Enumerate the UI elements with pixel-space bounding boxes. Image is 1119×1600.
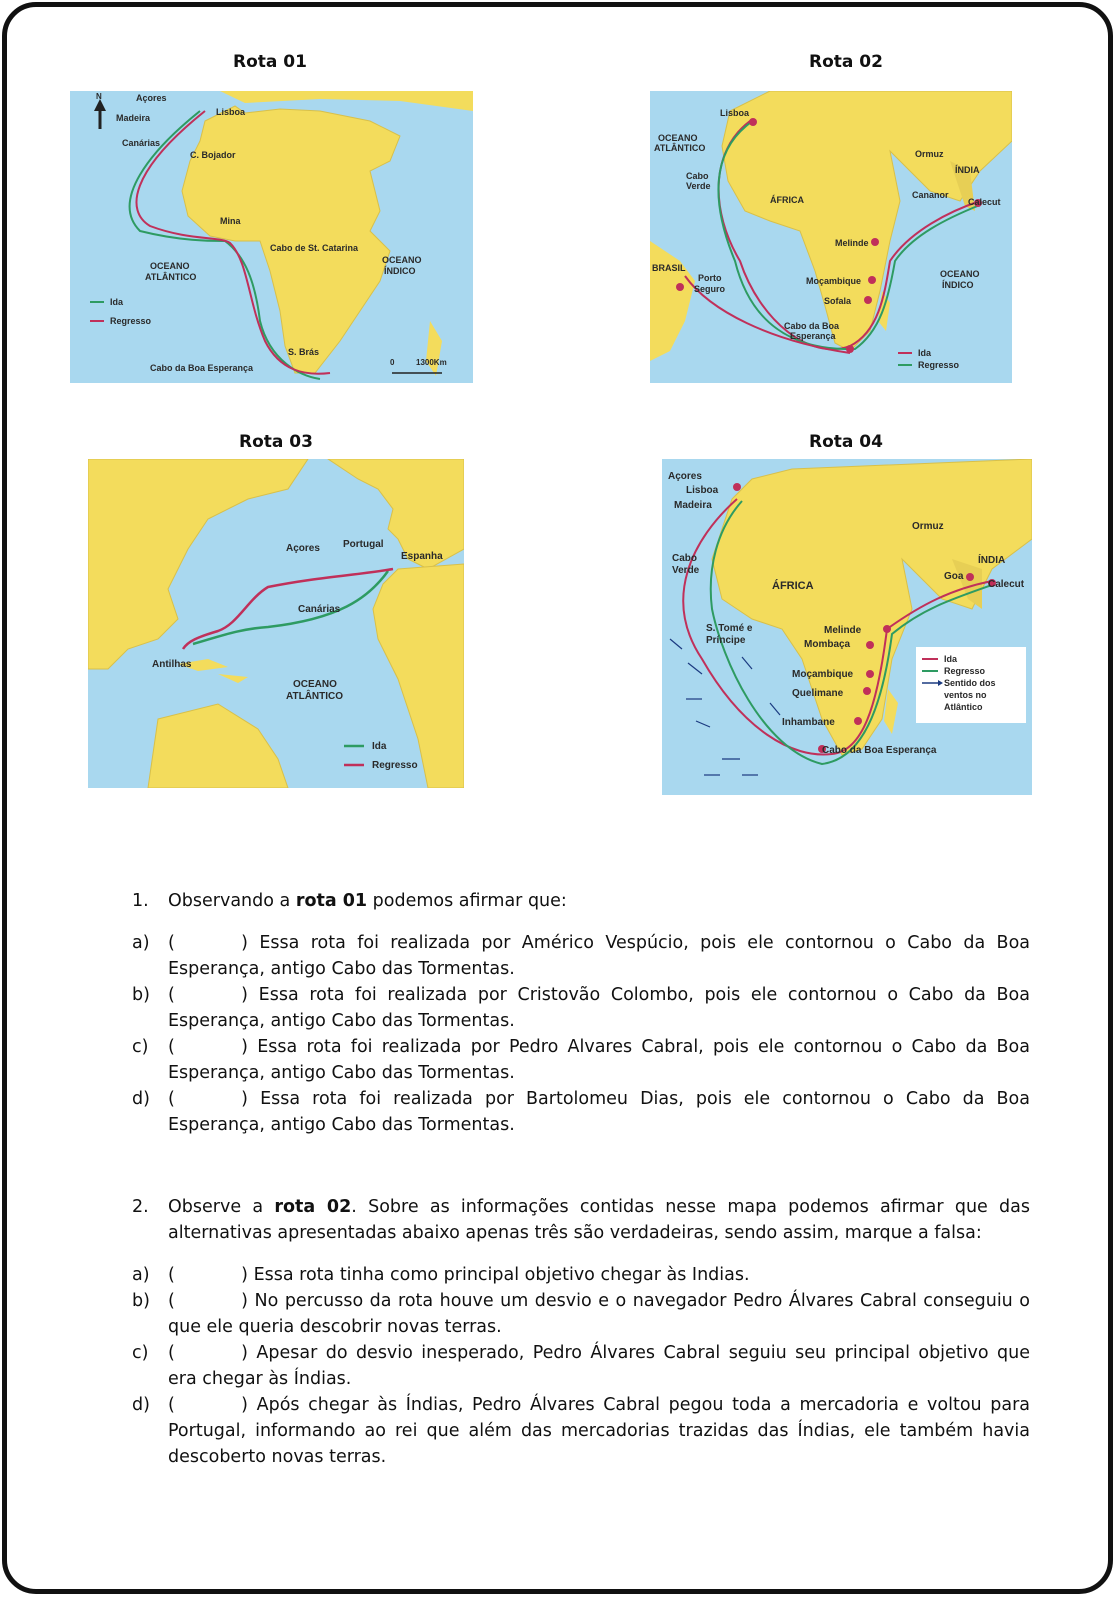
svg-text:Verde: Verde [686,181,711,191]
svg-text:Açores: Açores [668,471,702,482]
svg-text:OCEANO: OCEANO [293,679,337,690]
question-number: 1. [132,891,149,911]
svg-text:Seguro: Seguro [694,284,726,294]
svg-text:Regresso: Regresso [372,760,418,771]
svg-text:Regresso: Regresso [918,360,960,370]
svg-text:Quelimane: Quelimane [792,688,844,699]
svg-text:Calecut: Calecut [988,579,1025,590]
svg-text:Inhambane: Inhambane [782,717,835,728]
answer-blank[interactable] [168,930,248,956]
svg-text:Mina: Mina [220,216,241,226]
question-text: Observando a rota 01 podemos afirmar que: [168,891,567,911]
svg-text:1300Km: 1300Km [416,358,447,367]
map-rota-02 [650,91,1012,383]
svg-text:Ormuz: Ormuz [915,149,944,159]
map-title-rota-01: Rota 01 [233,52,307,72]
answer-blank[interactable] [168,982,248,1008]
svg-text:Canárias: Canárias [298,604,341,615]
svg-text:BRASIL: BRASIL [652,263,686,273]
svg-text:OCEANO: OCEANO [940,269,980,279]
map-rota-01-drawing [70,91,473,383]
svg-text:Cabo: Cabo [686,171,709,181]
svg-text:Mombaça: Mombaça [804,639,851,650]
svg-text:ATLÂNTICO: ATLÂNTICO [654,143,706,153]
svg-text:Cananor: Cananor [912,190,949,200]
svg-text:OCEANO: OCEANO [658,133,698,143]
svg-text:Goa: Goa [944,571,964,582]
svg-text:ÍNDICO: ÍNDICO [384,266,416,276]
question-2 [120,1194,1030,1246]
option-2d[interactable]: d) ( ) Após chegar às Índias, Pedro Álvares Cabral pegou toda a mercadoria e voltou para Portugal, informando ao rei que além das mercadorias trazidas das Índias, ele também havia descoberto novas terras. [120,1392,1030,1470]
svg-text:ATLÂNTICO: ATLÂNTICO [145,272,197,282]
svg-text:Ida: Ida [918,348,932,358]
map-rota-03 [88,459,464,788]
question-number: 2. [132,1197,149,1217]
svg-text:Ormuz: Ormuz [912,521,944,532]
svg-text:Calecut: Calecut [968,197,1001,207]
map-rota-01 [70,91,473,383]
svg-text:C. Bojador: C. Bojador [190,150,236,160]
svg-text:ÍNDIA: ÍNDIA [978,555,1006,566]
map-rota-02-drawing [650,91,1012,383]
map-rota-03-drawing [88,459,464,788]
question-text: Observe a rota 02. Sobre as informações contidas nesse mapa podemos afirmar que das alternativas apresentadas abaixo apenas três são verdadeiras, sendo assim, marque a falsa: [168,1197,1031,1243]
answer-blank[interactable] [168,1288,248,1314]
svg-text:Portugal: Portugal [343,539,384,550]
svg-text:ÁFRICA: ÁFRICA [772,580,814,592]
answer-blank[interactable] [168,1340,248,1366]
option-2c[interactable]: c) ( ) Apesar do desvio inesperado, Pedro Álvares Cabral seguiu seu principal objetivo que era chegar às Índias. [120,1340,1030,1392]
svg-text:N: N [96,92,102,101]
svg-text:Príncipe: Príncipe [706,635,746,646]
svg-text:Cabo: Cabo [672,553,697,564]
svg-text:Porto: Porto [698,273,722,283]
svg-text:ATLÂNTICO: ATLÂNTICO [286,691,344,702]
svg-text:Atlântico: Atlântico [944,702,983,712]
svg-text:Lisboa: Lisboa [686,485,719,496]
option-1a[interactable]: a) ( ) Essa rota foi realizada por Américo Vespúcio, pois ele contornou o Cabo da Boa Esperança, antigo Cabo das Tormentas. [120,930,1030,982]
svg-text:Cabo da Boa: Cabo da Boa [784,321,840,331]
svg-text:Ida: Ida [944,654,958,664]
svg-text:Moçambique: Moçambique [806,276,862,286]
answer-blank[interactable] [168,1034,248,1060]
map-rota-04 [662,459,1032,795]
svg-text:ÍNDICO: ÍNDICO [942,280,974,290]
svg-text:Esperança: Esperança [790,331,836,341]
option-1c[interactable]: c) ( ) Essa rota foi realizada por Pedro Alvares Cabral, pois ele contornou o Cabo da Boa Esperança, antigo Cabo das Tormentas. [120,1034,1030,1086]
option-1b[interactable]: b) ( ) Essa rota foi realizada por Cristovão Colombo, pois ele contornou o Cabo da Boa Esperança, antigo Cabo das Tormentas. [120,982,1030,1034]
question-2-options [120,1262,1030,1470]
svg-text:Moçambique: Moçambique [792,669,854,680]
svg-text:Sentido dos: Sentido dos [944,678,996,688]
svg-text:0: 0 [390,358,395,367]
label-acores: Açores [136,93,167,103]
svg-text:Espanha: Espanha [401,551,443,562]
svg-text:Cabo de St. Catarina: Cabo de St. Catarina [270,243,359,253]
option-2b[interactable]: b) ( ) No percusso da rota houve um desvio e o navegador Pedro Álvares Cabral conseguiu o que ele queria descobrir novas terras. [120,1288,1030,1340]
svg-text:Regresso: Regresso [944,666,986,676]
svg-text:Ida: Ida [110,297,124,307]
svg-text:ventos no: ventos no [944,690,987,700]
svg-text:OCEANO: OCEANO [150,261,190,271]
svg-text:Lisboa: Lisboa [216,107,246,117]
question-1 [120,888,1030,914]
svg-text:Lisboa: Lisboa [720,108,750,118]
svg-text:Canárias: Canárias [122,138,161,148]
svg-text:Regresso: Regresso [110,316,152,326]
svg-text:Madeira: Madeira [116,113,151,123]
svg-text:Açores: Açores [286,543,320,554]
option-1d[interactable]: d) ( ) Essa rota foi realizada por Bartolomeu Dias, pois ele contornou o Cabo da Boa Esperança, antigo Cabo das Tormentas. [120,1086,1030,1138]
svg-text:Melinde: Melinde [835,238,869,248]
svg-text:Ida: Ida [372,741,387,752]
svg-text:Cabo da Boa Esperança: Cabo da Boa Esperança [822,745,937,756]
question-1-options [120,930,1030,1138]
svg-text:Cabo da Boa Esperança: Cabo da Boa Esperança [150,363,254,373]
map-title-rota-03: Rota 03 [239,432,313,452]
svg-text:Sofala: Sofala [824,296,852,306]
svg-text:S. Brás: S. Brás [288,347,320,357]
questions [120,888,1030,1470]
map-title-rota-02: Rota 02 [809,52,883,72]
map-rota-04-drawing [662,459,1032,795]
map-title-rota-04: Rota 04 [809,432,883,452]
svg-text:ÁFRICA: ÁFRICA [770,195,804,205]
svg-text:OCEANO: OCEANO [382,255,422,265]
svg-text:S. Tomé e: S. Tomé e [706,623,753,634]
answer-blank[interactable] [168,1086,248,1112]
svg-text:ÍNDIA: ÍNDIA [955,165,980,175]
answer-blank[interactable] [168,1392,248,1418]
svg-text:Madeira: Madeira [674,500,712,511]
answer-blank[interactable] [168,1262,248,1288]
option-2a[interactable]: a) ( ) Essa rota tinha como principal objetivo chegar às Indias. [120,1262,1030,1288]
svg-text:Melinde: Melinde [824,625,862,636]
svg-text:Verde: Verde [672,565,700,576]
svg-text:Antilhas: Antilhas [152,659,192,670]
